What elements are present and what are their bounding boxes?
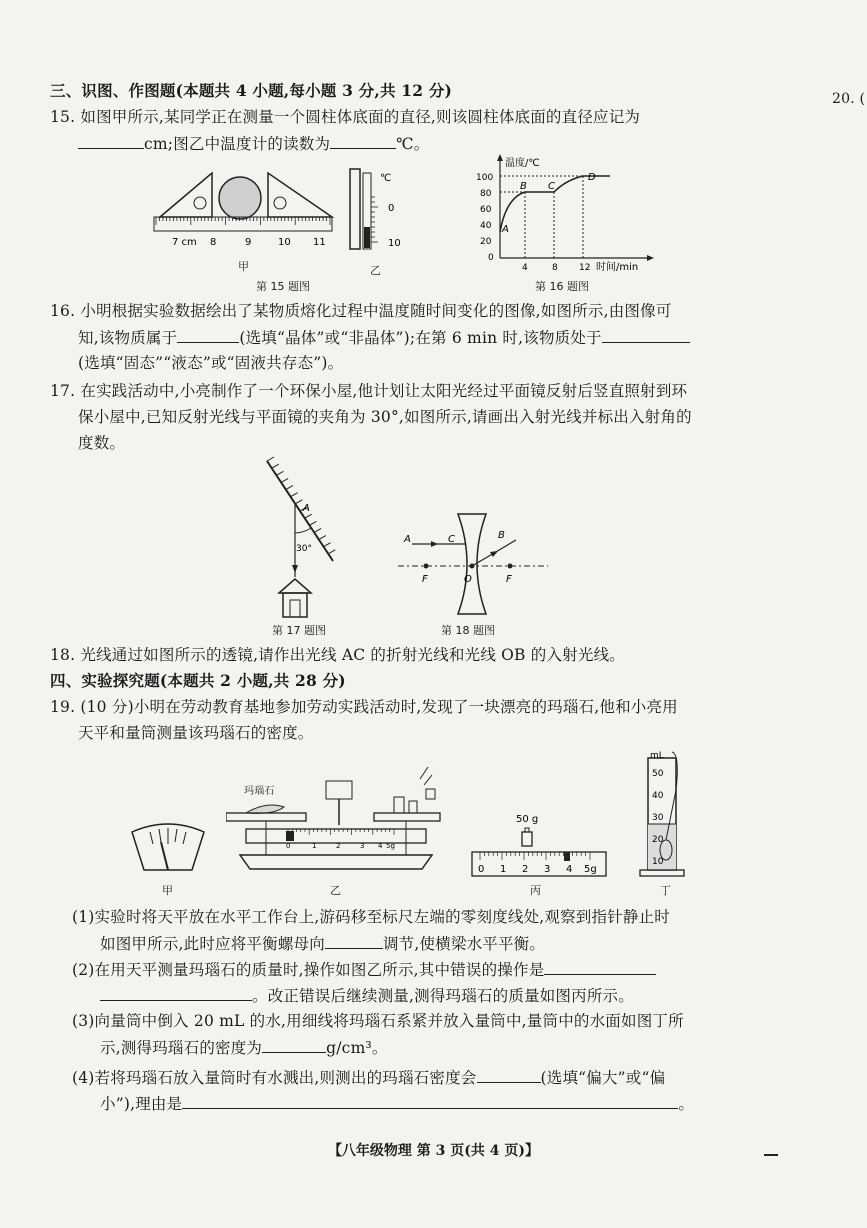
fig16-y20: 20 [480, 237, 492, 247]
q19-p4-blank-2[interactable] [182, 1092, 678, 1109]
q16-line1: 16. 小明根据实验数据绘出了某物质熔化过程中温度随时间变化的图像,如图所示,由图像可 [50, 302, 672, 320]
fig16-y0: 0 [488, 253, 494, 263]
fig16-pt-A: A [502, 224, 509, 235]
fig16-x4: 4 [522, 263, 528, 273]
fig15-jia-label: 甲 [238, 260, 249, 273]
q19-p1-line2: 如图甲所示,此时应将平衡螺母向 调节,使横梁水平平衡。 [100, 932, 545, 955]
fig19-label-ding: 丁 [660, 884, 671, 897]
rider-marker [564, 852, 570, 861]
agate-stone [246, 805, 284, 813]
q19-p4-line2: 小”),理由是 。 [100, 1092, 694, 1115]
fig18-C: C [448, 534, 455, 545]
fig19-jia-pointer [128, 820, 208, 880]
q19-p2-blank-2[interactable] [100, 984, 252, 1001]
fig19-bing-scale [470, 812, 610, 882]
section-3-heading: 三、识图、作图题(本题共 4 小题,每小题 3 分,共 12 分) [50, 81, 453, 100]
stone-label: 玛瑙石 [244, 786, 275, 797]
q19-p1-line1: (1)实验时将天平放在水平工作台上,游码移至标尺左端的零刻度线处,观察到指针静止时 [72, 908, 671, 926]
rider-tick-0: 0 [478, 864, 485, 875]
q19-p2-line1: (2)在用天平测量玛瑙石的质量时,操作如图乙所示,其中错误的操作是 [72, 958, 656, 981]
fig16-graph [470, 152, 670, 277]
fig17-angle: 30° [296, 544, 312, 554]
fig16-pt-B: B [520, 181, 527, 192]
fig16-caption: 第 16 题图 [535, 280, 589, 293]
q19-p2-blank-1[interactable] [544, 958, 656, 975]
q19-p4-blank-1[interactable] [477, 1066, 541, 1083]
fig18-A: A [404, 534, 411, 545]
q15-line2: cm;图乙中温度计的读数为 ℃。 [78, 132, 429, 155]
fig19-yi-balance [226, 765, 446, 880]
q17-line1: 17. 在实践活动中,小亮制作了一个环保小屋,他计划让太阳光经过平面镜反射后竖直照射到环 [50, 382, 688, 400]
fig18-F-left: F [422, 574, 428, 585]
rider-tick-4: 4 [566, 864, 573, 875]
cyl-unit: mL [650, 751, 664, 761]
q19-p2-line2: 。改正错误后继续测量,测得玛瑙石的质量如图丙所示。 [100, 984, 634, 1007]
fig19-label-jia: 甲 [162, 884, 173, 897]
fig18-B: B [498, 530, 505, 541]
q18-text: 18. 光线通过如图所示的透镜,请作出光线 AC 的折射光线和光线 OB 的入射光线。 [50, 646, 625, 664]
fig19-label-bing: 丙 [530, 884, 541, 897]
footer-dash [764, 1154, 778, 1156]
thermo-tick-0: 0 [388, 203, 395, 214]
balance-tick-1: 1 [312, 842, 317, 850]
cyl-tick-10: 10 [652, 857, 664, 867]
q19-p3-line2: 示,测得玛瑙石的密度为 g/cm³。 [100, 1036, 388, 1059]
q19-p1-blank[interactable] [325, 932, 383, 949]
q16-line3: (选填“固态”“液态”或“固液共存态”)。 [78, 354, 344, 372]
side-note: 20. ( [832, 91, 866, 107]
fig15-caption: 第 15 题图 [256, 280, 310, 293]
fig16-x12: 12 [579, 263, 591, 273]
balance-tick-2: 2 [336, 842, 341, 850]
house-roof [279, 579, 311, 593]
fig16-curve [500, 176, 610, 232]
q19-p3-blank[interactable] [262, 1036, 326, 1053]
fig16-pt-C: C [548, 181, 555, 192]
balance-rider [286, 831, 294, 841]
cylinder-base [219, 177, 261, 219]
rider-tick-5: 5g [584, 864, 597, 875]
q15-answer-blank-2[interactable] [330, 132, 396, 149]
fig16-xlabel: 时间/min [596, 262, 639, 273]
q15-line1: 15. 如图甲所示,某同学正在测量一个圆柱体底面的直径,则该圆柱体底面的直径应记为 [50, 108, 641, 126]
fig15-thermometer [348, 165, 408, 255]
weight-50g [522, 832, 532, 846]
q16-blank-2[interactable] [602, 326, 690, 343]
cyl-tick-30: 30 [652, 813, 664, 823]
fig17-point-A: A [303, 503, 310, 514]
cyl-tick-40: 40 [652, 791, 664, 801]
fig16-y80: 80 [480, 189, 492, 199]
q19-line2: 天平和量筒测量该玛瑙石的密度。 [78, 724, 314, 742]
fig18-O: O [464, 574, 472, 585]
fig16-y40: 40 [480, 221, 492, 231]
ruler-label-10: 10 [278, 237, 291, 248]
ruler-label-9: 9 [245, 237, 252, 248]
fig15-yi-label: 乙 [370, 264, 381, 277]
q16-line2: 知,该物质属于 (选填“晶体”或“非晶体”);在第 6 min 时,该物质处于 [78, 326, 690, 349]
fig17-mirror-house [255, 455, 345, 620]
q19-p3-line1: (3)向量筒中倒入 20 mL 的水,用细线将玛瑙石系紧并放入量筒中,量筒中的水面如图丁所 [72, 1012, 684, 1030]
cyl-tick-20: 20 [652, 835, 664, 845]
q15-answer-blank-1[interactable] [78, 132, 144, 149]
thermo-tick-10: 10 [388, 238, 401, 249]
balance-tick-5: 5g [386, 842, 395, 850]
rider-tick-2: 2 [522, 864, 529, 875]
cyl-tick-50: 50 [652, 769, 664, 779]
ruler-label-11: 11 [313, 237, 326, 248]
balance-tick-0: 0 [286, 842, 291, 850]
fig19-label-yi: 乙 [330, 884, 341, 897]
thermo-unit: ℃ [380, 173, 392, 184]
fig19-ding-cylinder [636, 750, 696, 880]
house-body [283, 593, 307, 617]
ruler-label-8: 8 [210, 237, 217, 248]
q19-p4-line1: (4)若将玛瑙石放入量筒时有水溅出,则测出的玛瑙石密度会 (选填“偏大”或“偏 [72, 1066, 665, 1089]
weight-label: 50 g [516, 814, 539, 825]
balance-tick-3: 3 [360, 842, 365, 850]
balance-tick-4: 4 [378, 842, 383, 850]
q17-line3: 度数。 [78, 434, 126, 452]
fig16-x8: 8 [552, 263, 558, 273]
fig18-F-right: F [506, 574, 512, 585]
right-triangle [268, 173, 332, 217]
fig18-lens [398, 510, 558, 622]
fig16-y100: 100 [476, 173, 494, 183]
q16-blank-1[interactable] [177, 326, 239, 343]
fig16-ylabel: 温度/℃ [505, 158, 540, 169]
fig18-caption: 第 18 题图 [441, 624, 495, 637]
left-triangle [160, 173, 212, 217]
fig16-y60: 60 [480, 205, 492, 215]
rider-tick-3: 3 [544, 864, 551, 875]
rider-tick-1: 1 [500, 864, 507, 875]
fig15-ruler-figure [150, 165, 340, 255]
mercury-column [364, 227, 370, 248]
q19-line1: 19. (10 分)小明在劳动教育基地参加劳动实践活动时,发现了一块漂亮的玛瑙石,他和小亮用 [50, 698, 678, 716]
ruler-label-7: 7 cm [172, 237, 197, 248]
fig17-caption: 第 17 题图 [272, 624, 326, 637]
q17-line2: 保小屋中,已知反射光线与平面镜的夹角为 30°,如图所示,请画出入射光线并标出入射角的 [78, 408, 692, 426]
fig16-pt-D: D [588, 172, 596, 183]
section-4-heading: 四、实验探究题(本题共 2 小题,共 28 分) [50, 671, 346, 690]
page-footer: 【八年级物理 第 3 页(共 4 页)】 [327, 1143, 540, 1159]
